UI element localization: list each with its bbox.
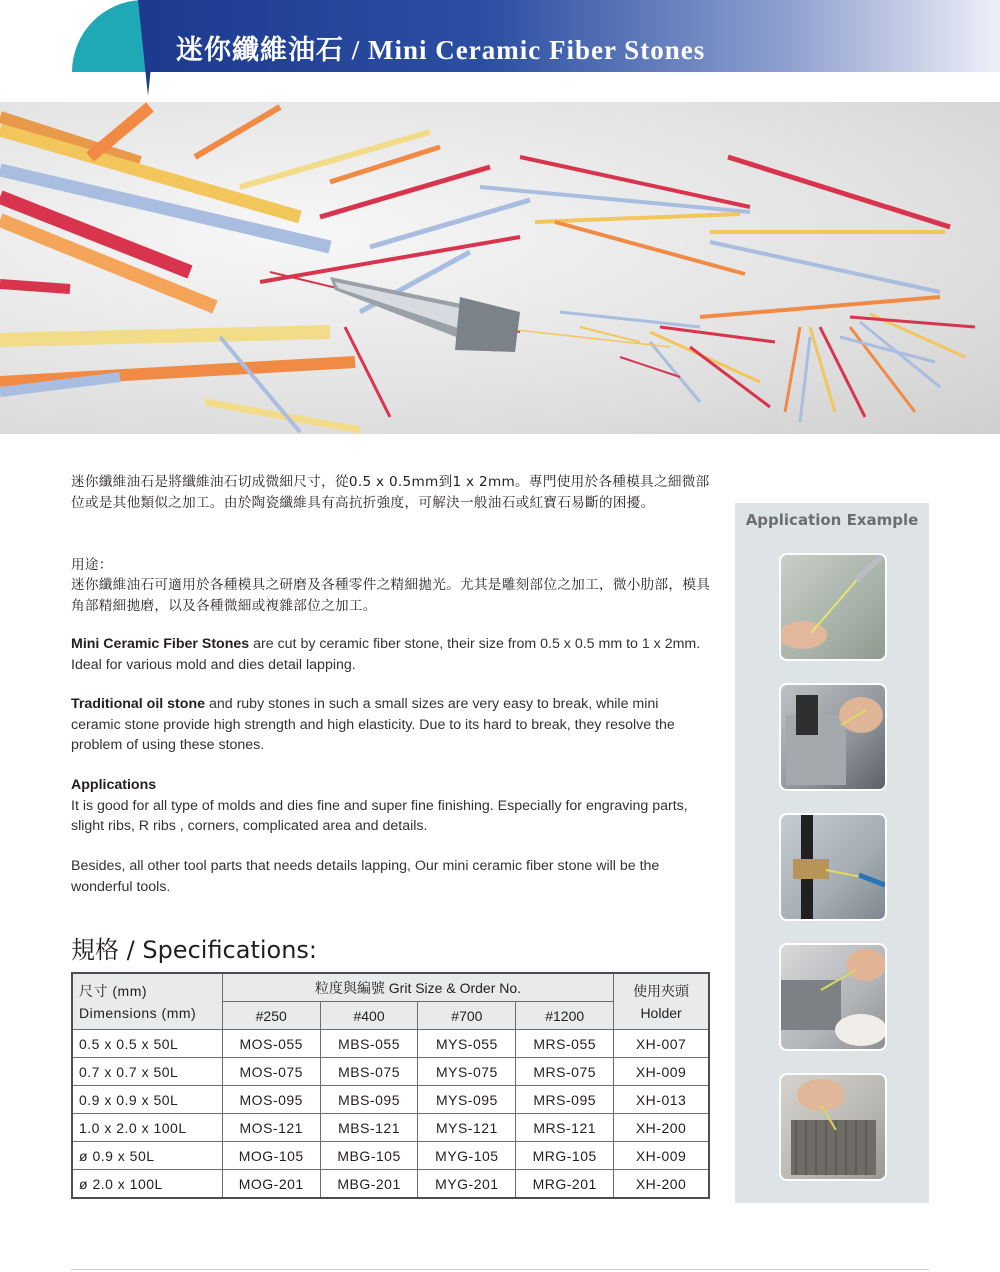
holder-cell: XH-007	[614, 1030, 709, 1058]
holder-cell: XH-200	[614, 1114, 709, 1142]
dimensions-header-zh: 尺寸 (mm)	[79, 982, 148, 999]
order-no-cell: MOS-121	[222, 1114, 320, 1142]
order-no-cell: MRG-105	[516, 1142, 614, 1170]
dimension-cell: 0.9 x 0.9 x 50L	[72, 1086, 222, 1114]
page-title: 迷你纖維油石 / Mini Ceramic Fiber Stones	[176, 35, 706, 65]
holder-header	[614, 973, 709, 1030]
application-example-panel	[735, 503, 929, 1203]
order-no-cell: MRS-095	[516, 1086, 614, 1114]
dimension-cell: 0.7 x 0.7 x 50L	[72, 1058, 222, 1086]
dimension-cell: ø 2.0 x 100L	[72, 1170, 222, 1199]
usage-zh-paragraph: 迷你纖維油石可適用於各種模具之研磨及各種零件之精細拋光。尤其是雕刻部位之加工，微小肋部，模具角部精細拋磨，以及各種微細或複雜部位之加工。	[71, 577, 711, 614]
order-no-cell: MBS-121	[320, 1114, 418, 1142]
footer-divider	[71, 1269, 929, 1270]
order-no-cell: MRS-075	[516, 1058, 614, 1086]
application-photo	[779, 1073, 887, 1181]
order-no-cell: MRS-055	[516, 1030, 614, 1058]
dimension-cell: 1.0 x 2.0 x 100L	[72, 1114, 222, 1142]
intro-zh-paragraph: 迷你纖維油石是將纖維油石切成微細尺寸，從0.5 x 0.5mm到1 x 2mm。專門使用於各種模具之細微部位或是其他類似之加工。由於陶瓷纖維具有高抗折強度，可解決一般油石或紅寶石易斷的困擾。	[71, 474, 710, 511]
grit-400-header: #400	[320, 1002, 418, 1030]
intro-en-paragraph-4: Besides, all other tool parts that needs details lapping, Our mini ceramic fiber stone will be the wonderful tools.	[71, 858, 660, 895]
applications-text: It is good for all type of molds and dies fine and super fine finishing. Especially for engraving parts, slight ribs, R ribs , corners, complicated area and details.	[71, 797, 688, 834]
holder-cell: XH-009	[614, 1058, 709, 1086]
specifications-heading: 規格 / Specifications:	[71, 936, 318, 964]
intro-en-paragraph-1	[71, 634, 711, 675]
order-no-cell: MOG-105	[222, 1142, 320, 1170]
application-photo	[779, 683, 887, 791]
table-row	[72, 1030, 709, 1058]
order-no-cell: MYS-055	[418, 1030, 516, 1058]
order-no-cell: MOG-201	[222, 1170, 320, 1199]
grit-1200-header: #1200	[516, 1002, 614, 1030]
holder-cell: XH-013	[614, 1086, 709, 1114]
order-no-cell: MOS-075	[222, 1058, 320, 1086]
application-photo	[779, 553, 887, 661]
intro-en-p1-text: are cut by ceramic fiber stone, their size from 0.5 x 0.5 mm to 1 x 2mm. Ideal for various mold and dies detail lapping.	[71, 636, 701, 673]
order-no-cell: MYG-201	[418, 1170, 516, 1199]
order-no-cell: MYS-095	[418, 1086, 516, 1114]
order-no-cell: MYS-121	[418, 1114, 516, 1142]
order-no-cell: MBG-201	[320, 1170, 418, 1199]
order-no-cell: MYG-105	[418, 1142, 516, 1170]
dimension-cell: 0.5 x 0.5 x 50L	[72, 1030, 222, 1058]
grit-size-header: 粒度與編號 Grit Size & Order No.	[222, 973, 613, 1002]
application-photo	[779, 813, 887, 921]
order-no-cell: MBG-105	[320, 1142, 418, 1170]
hero-product-image	[0, 102, 1000, 434]
order-no-cell: MYS-075	[418, 1058, 516, 1086]
applications-heading: Applications	[71, 777, 157, 793]
order-no-cell: MOS-095	[222, 1086, 320, 1114]
holder-cell: XH-009	[614, 1142, 709, 1170]
order-no-cell: MOS-055	[222, 1030, 320, 1058]
intro-en-p2-bold: Traditional oil stone	[71, 696, 206, 712]
dimension-cell: ø 0.9 x 50L	[72, 1142, 222, 1170]
application-example-title: Application Example	[745, 511, 919, 529]
fiber-stones-illustration	[0, 102, 1000, 434]
holder-header-en: Holder	[640, 1004, 682, 1021]
order-no-cell: MBS-055	[320, 1030, 418, 1058]
table-row	[72, 1114, 709, 1142]
table-row	[72, 1058, 709, 1086]
header-banner	[0, 0, 1000, 100]
usage-zh-label: 用途：	[71, 557, 113, 573]
specifications-table	[71, 972, 710, 1199]
table-row	[72, 1086, 709, 1114]
banner-notch	[138, 0, 158, 96]
intro-en-p1-bold: Mini Ceramic Fiber Stones	[71, 636, 250, 652]
order-no-cell: MRS-121	[516, 1114, 614, 1142]
applications-section	[71, 775, 711, 837]
order-no-cell: MBS-095	[320, 1086, 418, 1114]
order-no-cell: MRG-201	[516, 1170, 614, 1199]
dimensions-header	[72, 973, 222, 1030]
application-photo	[779, 943, 887, 1051]
grit-700-header: #700	[418, 1002, 516, 1030]
holder-cell: XH-200	[614, 1170, 709, 1199]
dimensions-header-en: Dimensions (mm)	[79, 1004, 197, 1021]
intro-en-paragraph-2	[71, 694, 711, 756]
grit-250-header: #250	[222, 1002, 320, 1030]
table-row	[72, 1170, 709, 1199]
banner-teal-tab	[72, 0, 148, 72]
order-no-cell: MBS-075	[320, 1058, 418, 1086]
intro-en-p2-text: and ruby stones in such a small sizes are very easy to break, while mini ceramic stone provide high strength and high elasticity. Due to its hard to break, they resolve the problem of using these stones.	[71, 696, 675, 753]
table-row	[72, 1142, 709, 1170]
holder-header-zh: 使用夾頭	[633, 982, 690, 999]
